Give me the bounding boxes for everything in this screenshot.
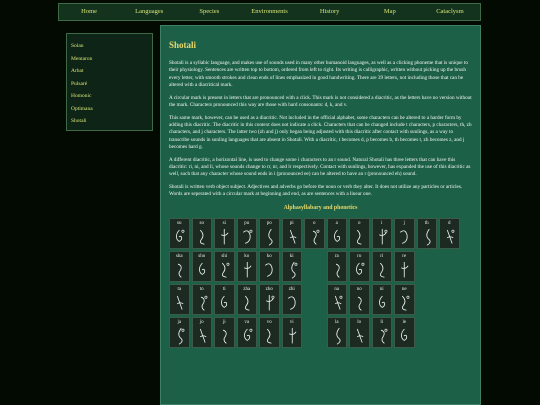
glyph-cell — [372, 317, 393, 348]
glyph-cell — [327, 251, 348, 282]
syllable-label: d — [448, 220, 451, 226]
nav-link-map[interactable]: Map — [383, 8, 396, 15]
syllable-label: shi — [221, 253, 228, 259]
nav-link-languages[interactable]: Languages — [135, 8, 164, 15]
glyph-cell — [282, 251, 303, 282]
glyph-cell — [372, 251, 393, 282]
syllable-label: ja — [177, 319, 182, 325]
glyph-icon — [395, 219, 414, 248]
glyph-icon — [328, 318, 347, 347]
nav-link-home[interactable]: Home — [81, 8, 98, 15]
table-spacer — [304, 284, 325, 315]
syllable-label: o — [358, 220, 361, 226]
syllable-label: na — [334, 286, 340, 292]
syllable-label: sho — [198, 253, 206, 259]
glyph-icon — [328, 252, 347, 281]
glyph-cell — [327, 317, 348, 348]
glyph-icon — [350, 252, 369, 281]
glyph-cell — [394, 251, 415, 282]
sidebar-item-shotali[interactable]: Shotali — [71, 118, 87, 124]
syllable-label: la — [334, 319, 339, 325]
glyph-icon — [373, 318, 392, 347]
glyph-icon — [193, 252, 212, 281]
glyph-icon — [373, 252, 392, 281]
syllable-label: a — [335, 220, 338, 226]
glyph-icon — [283, 318, 302, 347]
syllable-label: si — [222, 220, 226, 226]
glyph-icon — [395, 318, 414, 347]
nav-link-history[interactable]: History — [319, 8, 340, 15]
glyph-icon — [328, 219, 347, 248]
nav-link-cataclysm[interactable]: Cataclysm — [436, 8, 464, 15]
glyph-cell — [169, 284, 190, 315]
glyph-icon — [170, 219, 189, 248]
glyph-icon — [260, 252, 279, 281]
glyph-icon — [395, 285, 414, 314]
syllable-label: pi — [289, 220, 294, 226]
glyph-icon — [215, 318, 234, 347]
glyph-icon — [193, 285, 212, 314]
glyph-icon — [260, 219, 279, 248]
glyph-cell — [192, 218, 213, 249]
syllable-label: le — [402, 319, 407, 325]
glyph-cell — [372, 284, 393, 315]
glyph-icon — [238, 219, 257, 248]
glyph-icon — [440, 219, 459, 248]
paragraph: A different diacritic, a horizontal line, is used to change some i characters to an r sound. Natural Shotali has three letters that can have this diacritic: ri, ni, and li, whose sounds change to rr, nr, and lr respectively. Contact with sunlings, however, has expanded the use of this diacritic as well, such that any character whose sound ends in i (pronounced ee) can be altered to have an r (pronounced eh) sound. — [169, 156, 471, 178]
syllable-label: vi — [289, 319, 294, 325]
main-content-panel — [160, 25, 481, 405]
article-body — [169, 60, 472, 199]
syllable-label: lo — [357, 319, 362, 325]
glyph-cell — [214, 251, 235, 282]
glyph-cell — [394, 284, 415, 315]
syllable-label: zhi — [288, 286, 295, 292]
glyph-icon — [350, 318, 369, 347]
syllable-label: ne — [401, 286, 407, 292]
glyph-cell — [327, 218, 348, 249]
glyph-icon — [283, 252, 302, 281]
syllable-label: ni — [379, 286, 384, 292]
glyph-cell — [282, 284, 303, 315]
glyph-cell — [237, 218, 258, 249]
glyph-icon — [283, 285, 302, 314]
glyph-cell — [439, 218, 460, 249]
syllable-label: ri — [380, 253, 384, 259]
table-spacer — [304, 251, 325, 282]
syllable-label: sha — [175, 253, 183, 259]
table-row — [169, 284, 472, 315]
glyph-icon — [328, 285, 347, 314]
glyph-icon — [373, 285, 392, 314]
glyph-icon — [215, 252, 234, 281]
glyph-icon — [260, 318, 279, 347]
glyph-cell — [192, 251, 213, 282]
glyph-cell — [259, 317, 280, 348]
glyph-cell — [169, 251, 190, 282]
glyph-cell — [169, 317, 190, 348]
paragraph: A circular mark is present in letters that are pronounced with a click. This mark is not considered a diacritic, as the letters have no version without the mark. Characters pronounced this way are those with hard consonants: d, k, and v. — [169, 94, 472, 108]
glyph-cell — [192, 284, 213, 315]
glyph-cell — [349, 284, 370, 315]
glyph-icon — [193, 318, 212, 347]
glyph-icon — [350, 285, 369, 314]
glyph-icon — [238, 285, 257, 314]
glyph-cell — [372, 218, 393, 249]
sidebar-item-homonic[interactable]: Homonic — [71, 93, 92, 99]
glyph-cell — [282, 218, 303, 249]
glyph-cell — [237, 284, 258, 315]
glyph-cell — [237, 317, 258, 348]
syllable-label: so — [199, 220, 204, 226]
sidebar-language-list — [66, 33, 153, 131]
syllable-label: li — [380, 319, 384, 325]
sidebar-item-arbat[interactable]: Arbat — [71, 68, 84, 74]
table-title: Alphasyllabary and phonetics — [283, 204, 358, 211]
glyph-icon — [260, 285, 279, 314]
glyph-icon — [170, 252, 189, 281]
paragraph: Shotali is written verb object subject. Adjectives and adverbs go before the noun or verb they alter. It does not utilize any particles or articles. Words are seperated with a circular mark at beginning and end, as are sentences with a linear one. — [169, 184, 463, 198]
glyph-icon — [170, 285, 189, 314]
syllable-label: re — [402, 253, 407, 259]
syllable-label: ko — [266, 253, 272, 259]
glyph-cell — [169, 218, 190, 249]
table-row — [169, 251, 472, 282]
nav-link-environments[interactable]: Environments — [251, 8, 288, 15]
glyph-cell — [349, 251, 370, 282]
glyph-icon — [238, 252, 257, 281]
top-navigation-bar — [58, 3, 481, 21]
table-row — [169, 317, 472, 348]
glyph-icon — [238, 318, 257, 347]
glyph-icon — [215, 219, 234, 248]
syllable-label: th — [424, 220, 429, 226]
glyph-icon — [418, 219, 437, 248]
glyph-cell — [259, 218, 280, 249]
paragraph: This same mark, however, can be used as a diacritic. Not included in the official alphabet, some characters can be altered to a harder form by adding this diacritic. The diacritic in this context does not indicate a click. Characters that can be changed include t characters, p characters, th, zh characters, and j characters. The latter two (zh and j) only began being adjusted with this diacritic after contact with sunlings, as a way to transcribe sounds in sunling languages that are absent in Shotali. With a diacritic, t becomes d, p becomes b, th becomes t, zh becomes z, and j becomes hard g. — [169, 114, 472, 150]
syllable-label: va — [244, 319, 250, 325]
glyph-cell — [417, 218, 438, 249]
syllable-label: ki — [289, 253, 294, 259]
glyph-cell — [349, 317, 370, 348]
glyph-icon — [193, 219, 212, 248]
syllable-label: vo — [266, 319, 272, 325]
glyph-icon — [170, 318, 189, 347]
glyph-cell — [214, 218, 235, 249]
syllable-label: o — [313, 220, 316, 226]
syllable-label: ta — [177, 286, 182, 292]
glyph-cell — [282, 317, 303, 348]
syllable-label: i — [381, 220, 383, 226]
syllable-label: ji — [222, 319, 226, 325]
sidebar-item-optimana[interactable]: Optimana — [71, 105, 93, 112]
glyph-cell — [394, 317, 415, 348]
nav-link-species[interactable]: Species — [199, 8, 220, 15]
alphasyllabary-table — [169, 218, 472, 348]
sidebar-item-mentaron[interactable]: Mentaron — [71, 55, 93, 62]
glyph-cell — [214, 284, 235, 315]
syllable-label: ro — [357, 253, 362, 259]
glyph-cell — [327, 284, 348, 315]
glyph-icon — [305, 219, 324, 248]
glyph-cell — [394, 218, 415, 249]
glyph-cell — [237, 251, 258, 282]
glyph-cell — [192, 317, 213, 348]
syllable-label: pu — [244, 220, 250, 226]
glyph-cell — [214, 317, 235, 348]
glyph-cell — [259, 251, 280, 282]
glyph-icon — [395, 252, 414, 281]
table-row — [169, 218, 472, 249]
glyph-cell — [304, 218, 325, 249]
glyph-cell — [259, 284, 280, 315]
sidebar-item-solan[interactable]: Solan — [71, 43, 84, 49]
syllable-label: po — [266, 220, 272, 226]
glyph-icon — [373, 219, 392, 248]
syllable-label: su — [177, 220, 182, 226]
syllable-label: ra — [334, 253, 339, 259]
glyph-icon — [215, 285, 234, 314]
sidebar-item-pulsare[interactable]: Pulsaré — [71, 80, 88, 87]
glyph-icon — [350, 219, 369, 248]
syllable-label: zha — [243, 286, 251, 292]
syllable-label: jo — [199, 319, 204, 325]
syllable-label: ko — [244, 253, 250, 259]
syllable-label: ti — [222, 286, 226, 292]
syllable-label: to — [199, 286, 204, 292]
glyph-icon — [283, 219, 302, 248]
paragraph: Shotali is a syllabic language, and makes use of sounds used in many other humanoid languages, as well as a clicking phoneme that is unique to their physiology. Sentences are written top to bottom, ordered from left to right. Its writing is calligraphic, written without picking up the brush every letter, with smooth strokes and clean ends of lines emphasized in good handwriting. There are 39 letters, not including those that can be altered with a diacritical mark. — [169, 60, 468, 88]
syllable-label: zho — [265, 286, 273, 292]
page-title: Shotali — [169, 40, 197, 50]
table-spacer — [304, 317, 325, 348]
syllable-label: no — [356, 286, 362, 292]
syllable-label: j — [403, 220, 405, 226]
glyph-cell — [349, 218, 370, 249]
